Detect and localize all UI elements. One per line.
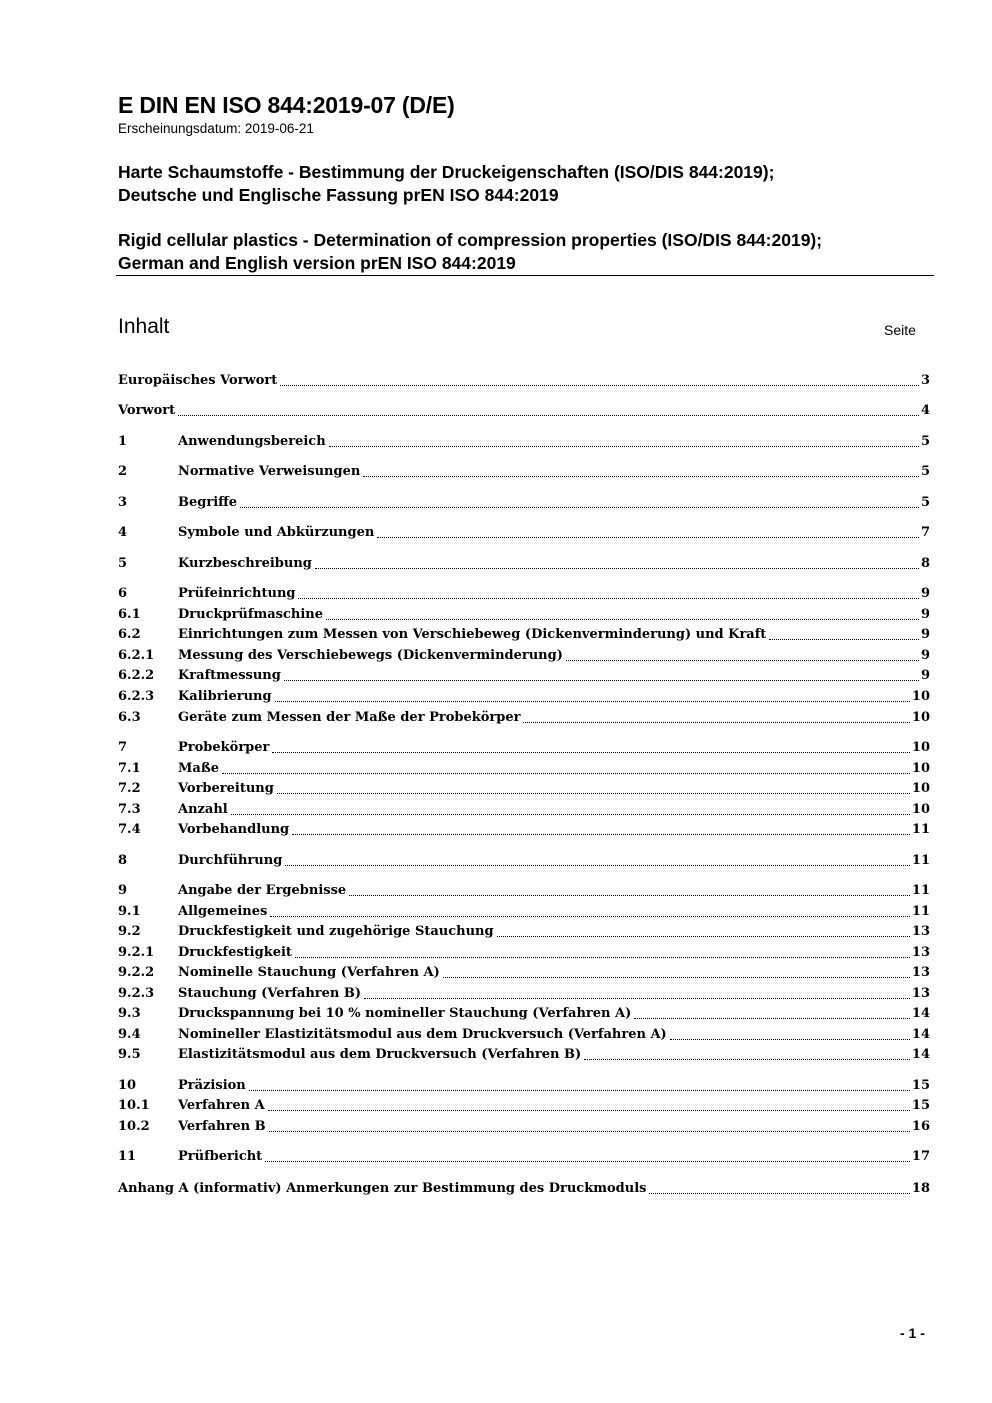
- toc-entry[interactable]: [118, 923, 930, 941]
- toc-entry-title: Vorbehandlung: [178, 822, 290, 837]
- toc-entry-number: 9: [118, 883, 128, 898]
- toc-entry-page: 11: [911, 853, 930, 868]
- toc-entry[interactable]: [118, 801, 930, 819]
- toc-entry-page: 14: [911, 1027, 930, 1042]
- toc-dot-leader: [326, 619, 919, 620]
- toc-dot-leader: [280, 385, 919, 386]
- toc-entry-page: 10: [911, 761, 930, 776]
- toc-entry-page: 14: [911, 1047, 930, 1062]
- toc-entry-page: 9: [920, 627, 930, 642]
- toc-entry-page: 13: [911, 965, 930, 980]
- toc-entry[interactable]: [118, 1005, 930, 1023]
- toc-dot-leader: [268, 1110, 910, 1111]
- toc-entry-number: 6.1: [118, 607, 141, 622]
- title-english-line-1: Rigid cellular plastics - Determination of compression properties (ISO/DIS 844:2019);: [118, 230, 823, 250]
- toc-entry-page: 3: [920, 373, 930, 388]
- title-german-line-2: Deutsche und Englische Fassung prEN ISO 844:2019: [118, 185, 559, 205]
- toc-entry-title: Begriffe: [178, 495, 238, 510]
- toc-entry-title: Europäisches Vorwort: [118, 373, 278, 388]
- toc-entry[interactable]: [118, 1046, 930, 1064]
- toc-entry[interactable]: [118, 555, 930, 573]
- toc-entry[interactable]: [118, 667, 930, 685]
- toc-entry-page: 17: [911, 1149, 930, 1164]
- toc-dot-leader: [329, 446, 919, 447]
- toc-entry-title: Durchführung: [178, 853, 283, 868]
- toc-dot-leader: [292, 834, 910, 835]
- toc-entry-title: Anhang A (informativ) Anmerkungen zur Bestimmung des Druckmoduls: [118, 1181, 647, 1196]
- toc-entry-number: 3: [118, 495, 128, 510]
- toc-dot-leader: [272, 752, 910, 753]
- toc-entry-title: Normative Verweisungen: [178, 464, 361, 479]
- toc-dot-leader: [265, 1161, 910, 1162]
- toc-entry-number: 9.1: [118, 904, 141, 919]
- toc-entry-number: 6.2.1: [118, 648, 155, 663]
- toc-dot-leader: [670, 1039, 910, 1040]
- toc-dot-leader: [497, 936, 910, 937]
- toc-entry-number: 9.4: [118, 1027, 141, 1042]
- toc-entry-page: 9: [920, 668, 930, 683]
- toc-entry-title: Probekörper: [178, 740, 270, 755]
- toc-entry-page: 13: [911, 945, 930, 960]
- toc-entry-title: Druckfestigkeit: [178, 945, 292, 960]
- toc-dot-leader: [222, 773, 910, 774]
- toc-entry-number: 9.2.1: [118, 945, 155, 960]
- toc-entry-page: 13: [911, 986, 930, 1001]
- toc-entry-number: 10: [118, 1078, 137, 1093]
- toc-entry-number: 10.1: [118, 1098, 150, 1113]
- toc-entry[interactable]: [118, 402, 930, 420]
- toc-dot-leader: [284, 680, 919, 681]
- toc-entry-title: Anwendungsbereich: [178, 434, 326, 449]
- toc-entry-title: Nominelle Stauchung (Verfahren A): [178, 965, 440, 980]
- toc-entry-page: 9: [920, 648, 930, 663]
- toc-entry-title: Maße: [178, 761, 219, 776]
- toc-entry[interactable]: [118, 985, 930, 1003]
- toc-entry[interactable]: [118, 1077, 930, 1095]
- toc-entry-title: Prüfeinrichtung: [178, 586, 296, 601]
- toc-entry-page: 18: [911, 1181, 930, 1196]
- toc-entry[interactable]: [118, 585, 930, 603]
- toc-entry-title: Allgemeines: [178, 904, 268, 919]
- toc-dot-leader: [377, 537, 919, 538]
- toc-entry[interactable]: [118, 1097, 930, 1115]
- toc-dot-leader: [231, 814, 910, 815]
- toc-entry[interactable]: [118, 903, 930, 921]
- toc-entry[interactable]: [118, 606, 930, 624]
- toc-entry-title: Vorwort: [118, 403, 176, 418]
- toc-entry-page: 11: [911, 904, 930, 919]
- toc-entry[interactable]: [118, 852, 930, 870]
- toc-entry-page: 8: [920, 556, 930, 571]
- toc-entry[interactable]: [118, 709, 930, 727]
- toc-dot-leader: [269, 1131, 910, 1132]
- toc-entry-page: 11: [911, 883, 930, 898]
- toc-dot-leader: [649, 1193, 910, 1194]
- toc-entry[interactable]: [118, 739, 930, 757]
- toc-entry-title: Vorbereitung: [178, 781, 274, 796]
- toc-entry-page: 5: [920, 464, 930, 479]
- toc-dot-leader: [566, 660, 919, 661]
- toc-entry[interactable]: [118, 463, 930, 481]
- toc-entry-number: 9.5: [118, 1047, 141, 1062]
- toc-entry[interactable]: [118, 1148, 930, 1166]
- toc-entry-number: 6: [118, 586, 128, 601]
- toc-entry-page: 10: [911, 740, 930, 755]
- toc-entry-page: 15: [911, 1078, 930, 1093]
- toc-entry[interactable]: [118, 688, 930, 706]
- toc-dot-leader: [443, 977, 910, 978]
- toc-entry-title: Nomineller Elastizitätsmodul aus dem Druckversuch (Verfahren A): [178, 1027, 667, 1042]
- toc-entry-page: 14: [911, 1006, 930, 1021]
- toc-entry[interactable]: [118, 647, 930, 665]
- toc-entry-page: 13: [911, 924, 930, 939]
- page-number: - 1 -: [900, 1325, 925, 1341]
- toc-entry[interactable]: [118, 524, 930, 542]
- toc-entry-number: 7.1: [118, 761, 141, 776]
- toc-dot-leader: [363, 476, 919, 477]
- toc-entry-title: Kalibrierung: [178, 689, 272, 704]
- toc-entry-number: 9.2: [118, 924, 141, 939]
- toc-entry-number: 4: [118, 525, 128, 540]
- toc-entry-number: 6.2.2: [118, 668, 155, 683]
- toc-entry-title: Einrichtungen zum Messen von Verschiebeweg (Dickenverminderung) und Kraft: [178, 627, 767, 642]
- toc-entry-title: Druckspannung bei 10 % nomineller Stauchung (Verfahren A): [178, 1006, 632, 1021]
- toc-entry-page: 15: [911, 1098, 930, 1113]
- toc-entry-number: 5: [118, 556, 128, 571]
- toc-dot-leader: [769, 639, 919, 640]
- toc-entry-title: Präzision: [178, 1078, 246, 1093]
- toc-entry[interactable]: [118, 1118, 930, 1136]
- toc-entry-page: 5: [920, 434, 930, 449]
- toc-entry-number: 7.3: [118, 802, 141, 817]
- toc-entry-page: 10: [911, 710, 930, 725]
- toc-entry-title: Druckfestigkeit und zugehörige Stauchung: [178, 924, 494, 939]
- toc-dot-leader: [298, 598, 919, 599]
- toc-entry-title: Messung des Verschiebewegs (Dickenverminderung): [178, 648, 563, 663]
- toc-dot-leader: [249, 1090, 910, 1091]
- toc-dot-leader: [178, 415, 919, 416]
- toc-entry-number: 7.4: [118, 822, 141, 837]
- toc-entry-page: 10: [911, 781, 930, 796]
- toc-dot-leader: [275, 701, 910, 702]
- toc-dot-leader: [270, 916, 910, 917]
- toc-entry-number: 1: [118, 434, 128, 449]
- toc-entry-number: 7.2: [118, 781, 141, 796]
- toc-dot-leader: [584, 1059, 910, 1060]
- toc-entry-title: Symbole und Abkürzungen: [178, 525, 375, 540]
- toc-entry-title: Anzahl: [178, 802, 228, 817]
- toc-entry-page: 5: [920, 495, 930, 510]
- toc-entry[interactable]: [118, 964, 930, 982]
- toc-entry[interactable]: [118, 1180, 930, 1198]
- toc-entry-number: 6.3: [118, 710, 141, 725]
- toc-page-label: Seite: [884, 322, 916, 338]
- toc-dot-leader: [349, 895, 910, 896]
- toc-entry-title: Geräte zum Messen der Maße der Probekörper: [178, 710, 521, 725]
- toc-entry[interactable]: [118, 882, 930, 900]
- toc-entry-number: 2: [118, 464, 128, 479]
- document-id: E DIN EN ISO 844:2019-07 (D/E): [118, 92, 455, 118]
- toc-dot-leader: [634, 1018, 910, 1019]
- toc-entry-page: 11: [911, 822, 930, 837]
- toc-entry-page: 4: [920, 403, 930, 418]
- toc-entry-page: 10: [911, 802, 930, 817]
- toc-entry-title: Angabe der Ergebnisse: [178, 883, 347, 898]
- toc-entry-title: Verfahren A: [178, 1098, 265, 1113]
- toc-entry-title: Kraftmessung: [178, 668, 281, 683]
- toc-entry-number: 9.3: [118, 1006, 141, 1021]
- toc-entry-number: 6.2.3: [118, 689, 155, 704]
- toc-entry-title: Druckprüfmaschine: [178, 607, 324, 622]
- toc-entry-number: 10.2: [118, 1119, 150, 1134]
- toc-entry[interactable]: [118, 1026, 930, 1044]
- toc-entry[interactable]: [118, 372, 930, 390]
- toc-dot-leader: [523, 722, 910, 723]
- toc-entry-title: Verfahren B: [178, 1119, 266, 1134]
- toc-dot-leader: [295, 957, 910, 958]
- toc-entry-number: 7: [118, 740, 128, 755]
- toc-entry-page: 10: [911, 689, 930, 704]
- toc-entry-number: 11: [118, 1149, 137, 1164]
- toc-entry-number: 8: [118, 853, 128, 868]
- toc-entry-page: 9: [920, 586, 930, 601]
- toc-heading: Inhalt: [118, 315, 170, 338]
- toc-entry-title: Stauchung (Verfahren B): [178, 986, 362, 1001]
- title-german-line-1: Harte Schaumstoffe - Bestimmung der Druckeigenschaften (ISO/DIS 844:2019);: [118, 162, 775, 182]
- publication-date: Erscheinungsdatum: 2019-06-21: [118, 121, 314, 136]
- toc-entry-number: 9.2.2: [118, 965, 155, 980]
- toc-entry[interactable]: [118, 626, 930, 644]
- toc-entry-number: 6.2: [118, 627, 141, 642]
- toc-entry-page: 7: [920, 525, 930, 540]
- toc-entry[interactable]: [118, 433, 930, 451]
- toc-entry-title: Prüfbericht: [178, 1149, 263, 1164]
- toc-entry[interactable]: [118, 780, 930, 798]
- toc-entry[interactable]: [118, 944, 930, 962]
- title-english-line-2: German and English version prEN ISO 844:2019: [118, 253, 516, 273]
- toc-entry-page: 16: [911, 1119, 930, 1134]
- toc-dot-leader: [277, 793, 910, 794]
- toc-dot-leader: [285, 865, 910, 866]
- toc-dot-leader: [315, 568, 919, 569]
- toc-entry[interactable]: [118, 760, 930, 778]
- toc-dot-leader: [364, 998, 910, 999]
- toc-entry-page: 9: [920, 607, 930, 622]
- toc-entry-number: 9.2.3: [118, 986, 155, 1001]
- toc-entry-title: Kurzbeschreibung: [178, 556, 312, 571]
- table-of-contents: [118, 0, 930, 1403]
- toc-entry-title: Elastizitätsmodul aus dem Druckversuch (Verfahren B): [178, 1047, 582, 1062]
- toc-entry[interactable]: [118, 494, 930, 512]
- toc-dot-leader: [240, 507, 919, 508]
- toc-entry[interactable]: [118, 821, 930, 839]
